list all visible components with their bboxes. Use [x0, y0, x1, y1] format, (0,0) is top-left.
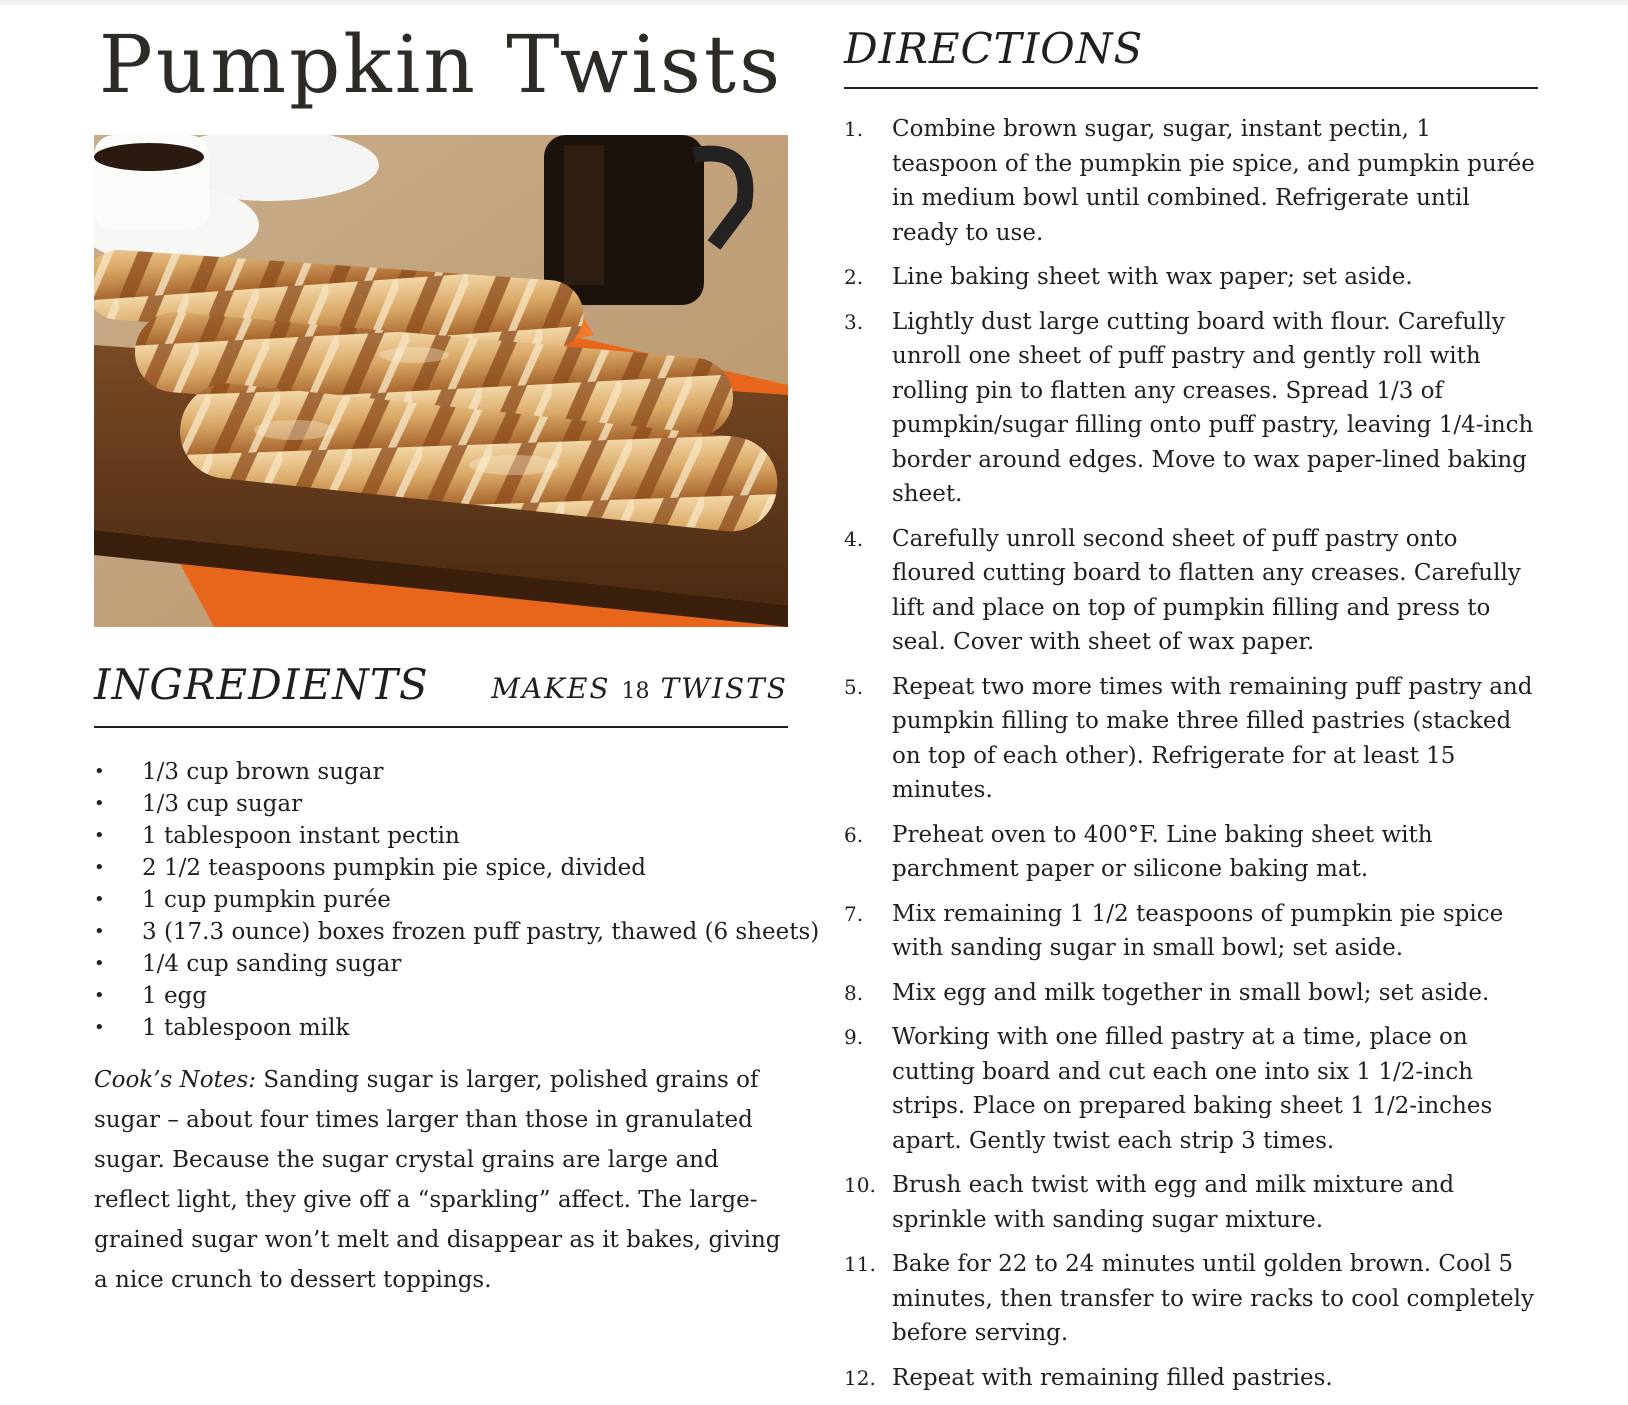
bullet: • [94, 825, 105, 846]
direction-step [844, 305, 1538, 512]
direction-step [844, 112, 1538, 250]
bullet: • [94, 921, 105, 942]
step-number: 2. [844, 265, 864, 289]
cooks-notes-lead: Cook’s Notes: [94, 1067, 257, 1093]
bullet: • [94, 793, 105, 814]
step-text: Mix remaining 1 1/2 teaspoons of pumpkin pie spice with sanding sugar in small bowl; set aside. [892, 900, 1504, 961]
ingredient-item: • 1 tablespoon milk [94, 1012, 819, 1044]
step-text: Line baking sheet with wax paper; set aside. [892, 264, 1413, 290]
yield-suffix: TWISTS [660, 672, 788, 705]
cooks-notes-text: Sanding sugar is larger, polished grains of sugar – about four times larger than those in granulated sugar. Because the sugar crystal grains are large and reflect light, they give off a “sparkling” affect. The large-grained sugar won’t melt and disappear as it bakes, giving a nice crunch to dessert toppings. [94, 1067, 781, 1293]
yield-prefix: MAKES [491, 672, 611, 705]
step-number: 5. [844, 674, 864, 699]
top-border [0, 0, 1628, 5]
direction-step [844, 1247, 1538, 1351]
step-number: 4. [844, 526, 864, 551]
ingredient-item: • 2 1/2 teaspoons pumpkin pie spice, divided [94, 852, 819, 884]
step-text: Carefully unroll second sheet of puff pastry onto floured cutting board to flatten any creases. Carefully lift and place on top of pumpkin filling and press to seal. Cover with sheet of wax paper. [892, 525, 1521, 655]
ingredient-item: • 1/3 cup sugar [94, 788, 819, 820]
direction-step [844, 897, 1538, 966]
ingredient-item: • 1/4 cup sanding sugar [94, 948, 819, 980]
step-number: 12. [844, 1365, 876, 1390]
step-number: 9. [844, 1025, 864, 1049]
ingredients-divider [94, 726, 788, 728]
ingredients-list [94, 756, 819, 1044]
direction-step [844, 522, 1538, 660]
step-text: Combine brown sugar, sugar, instant pectin, 1 teaspoon of the pumpkin pie spice, and pumpkin purée in medium bowl until combined. Refrigerate until ready to use. [892, 116, 1535, 246]
directions-divider [844, 87, 1538, 89]
step-number: 3. [844, 309, 864, 334]
direction-step [844, 976, 1538, 1011]
ingredient-item: • 1/3 cup brown sugar [94, 756, 819, 788]
step-text: Bake for 22 to 24 minutes until golden brown. Cool 5 minutes, then transfer to wire racks to cool completely before serving. [892, 1251, 1534, 1346]
direction-step [844, 1168, 1538, 1237]
bullet: • [94, 1017, 105, 1038]
ingredient-item: • 3 (17.3 ounce) boxes frozen puff pastry, thawed (6 sheets) [94, 916, 819, 948]
bullet: • [94, 953, 105, 974]
direction-step [844, 1361, 1538, 1396]
bullet: • [94, 985, 105, 1006]
yield-label [491, 672, 788, 705]
bullet: • [94, 889, 105, 910]
step-number: 7. [844, 901, 864, 926]
directions-list [844, 112, 1538, 1405]
step-text: Repeat with remaining filled pastries. [892, 1364, 1333, 1391]
pumpkin-twists-photo [94, 135, 788, 627]
cooks-notes [94, 1060, 788, 1300]
bullet: • [94, 761, 105, 782]
yield-count: 18 [621, 679, 650, 704]
step-number: 1. [844, 117, 864, 141]
direction-step [844, 260, 1538, 295]
direction-step [844, 1020, 1538, 1158]
step-text: Lightly dust large cutting board with flour. Carefully unroll one sheet of puff pastry and gently roll with rolling pin to flatten any creases. Spread 1/3 of pumpkin/sugar filling onto puff pastry, leaving 1/4-inch border around edges. Move to wax paper-lined baking sheet. [892, 308, 1534, 507]
ingredient-item: • 1 egg [94, 980, 819, 1012]
step-text: Brush each twist with egg and milk mixture and sprinkle with sanding sugar mixture. [892, 1172, 1455, 1233]
page-title: Pumpkin Twists [98, 18, 784, 111]
step-text: Mix egg and milk together in small bowl; set aside. [892, 979, 1490, 1006]
direction-step [844, 818, 1538, 887]
ingredient-item: • 1 tablespoon instant pectin [94, 820, 819, 852]
step-text: Preheat oven to 400°F. Line baking sheet with parchment paper or silicone baking mat. [892, 821, 1433, 882]
direction-step [844, 670, 1538, 808]
step-number: 8. [844, 980, 864, 1005]
step-text: Working with one filled pastry at a time, place on cutting board and cut each one into six 1 1/2-inch strips. Place on prepared baking sheet 1 1/2-inches apart. Gently twist each strip 3 times. [892, 1024, 1493, 1154]
bullet: • [94, 857, 105, 878]
step-number: 11. [844, 1252, 876, 1276]
ingredients-heading: INGREDIENTS [94, 660, 429, 709]
step-number: 6. [844, 822, 864, 847]
step-number: 10. [844, 1173, 876, 1197]
step-text: Repeat two more times with remaining puff pastry and pumpkin filling to make three filled pastries (stacked on top of each other). Refrigerate for at least 15 minutes. [892, 673, 1533, 803]
ingredient-item: • 1 cup pumpkin purée [94, 884, 819, 916]
directions-heading: DIRECTIONS [844, 24, 1144, 73]
